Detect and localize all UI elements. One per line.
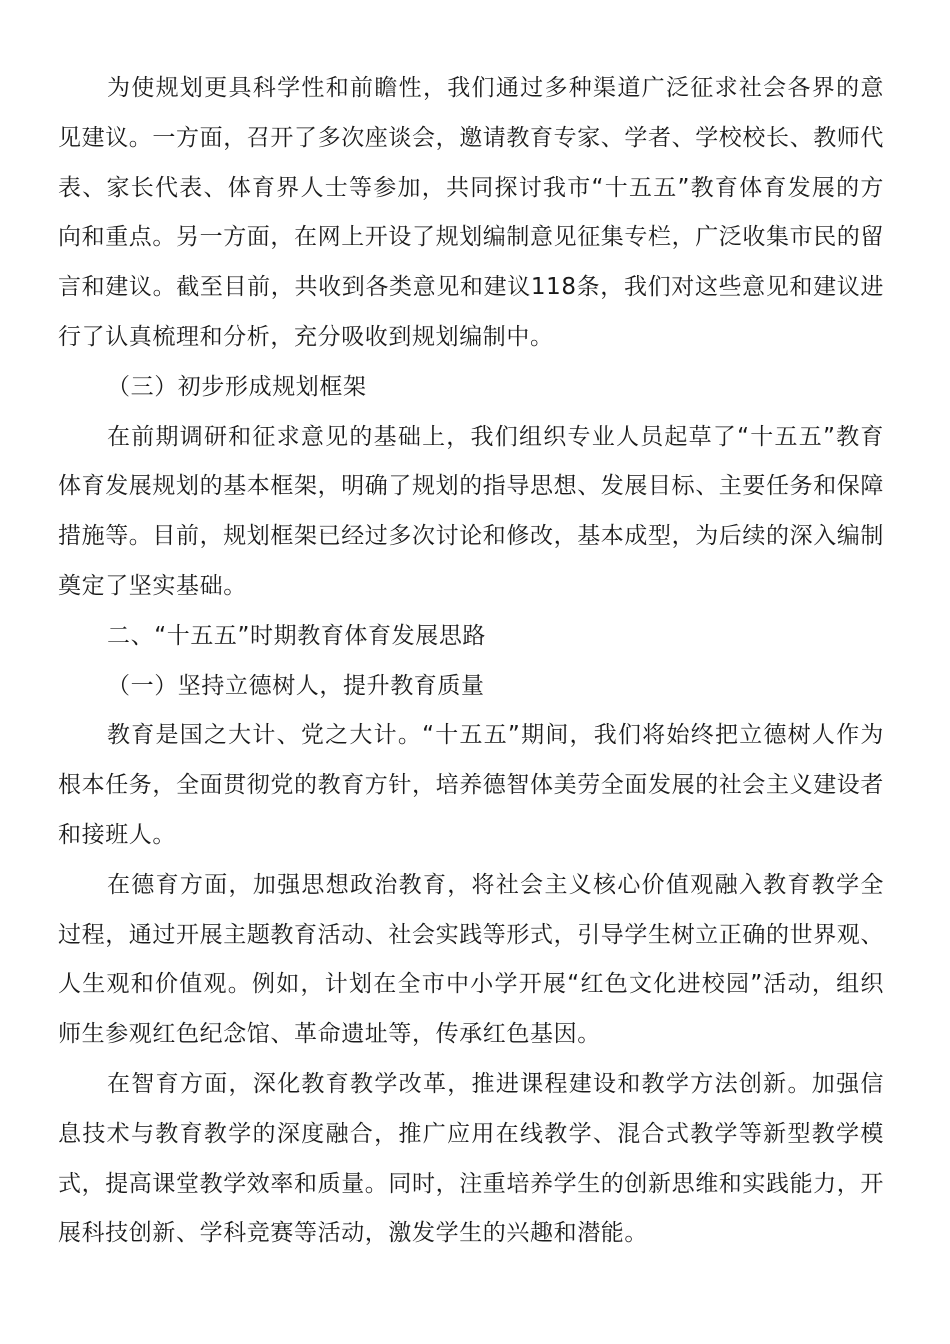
heading-moral-education: （一）坚持立德树人，提升教育质量	[107, 672, 485, 699]
paragraph-intellectual-aspect: 在智育方面，深化教育教学改革，推进课程建设和教学方法创新。加强信息技术与教育教学的深度融合，推广应用在线教学、混合式教学等新型教学模式，提高课堂教学效率和质量。同时，注重培养学生的创新思维和实践能力，开展科技创新、学科竞赛等活动，激发学生的兴趣和潜能。	[58, 1070, 884, 1247]
paragraph-education-priority: 教育是国之大计、党之大计。“十五五”期间，我们将始终把立德树人作为根本任务，全面贯彻党的教育方针，培养德智体美劳全面发展的社会主义建设者和接班人。	[58, 722, 884, 848]
paragraph-opinions: 为使规划更具科学性和前瞻性，我们通过多种渠道广泛征求社会各界的意见建议。一方面，召开了多次座谈会，邀请教育专家、学者、学校校长、教师代表、家长代表、体育界人士等参加，共同探讨我市“十五五”教育体育发展的方向和重点。另一方面，在网上开设了规划编制意见征集专栏，广泛收集市民的留言和建议。截至目前，共收到各类意见和建议118条，我们对这些意见和建议进行了认真梳理和分析，充分吸收到规划编制中。	[58, 75, 884, 350]
heading-development-ideas: 二、“十五五”时期教育体育发展思路	[107, 622, 487, 649]
paragraph-moral-aspect: 在德育方面，加强思想政治教育，将社会主义核心价值观融入教育教学全过程，通过开展主题教育活动、社会实践等形式，引导学生树立正确的世界观、人生观和价值观。例如，计划在全市中小学开展“红色文化进校园”活动，组织师生参观红色纪念馆、革命遗址等，传承红色基因。	[58, 871, 884, 1048]
heading-framework: （三）初步形成规划框架	[107, 373, 367, 400]
paragraph-framework: 在前期调研和征求意见的基础上，我们组织专业人员起草了“十五五”教育体育发展规划的基本框架，明确了规划的指导思想、发展目标、主要任务和保障措施等。目前，规划框架已经过多次讨论和修改，基本成型，为后续的深入编制奠定了坚实基础。	[58, 423, 884, 599]
document-page	[58, 64, 884, 1259]
